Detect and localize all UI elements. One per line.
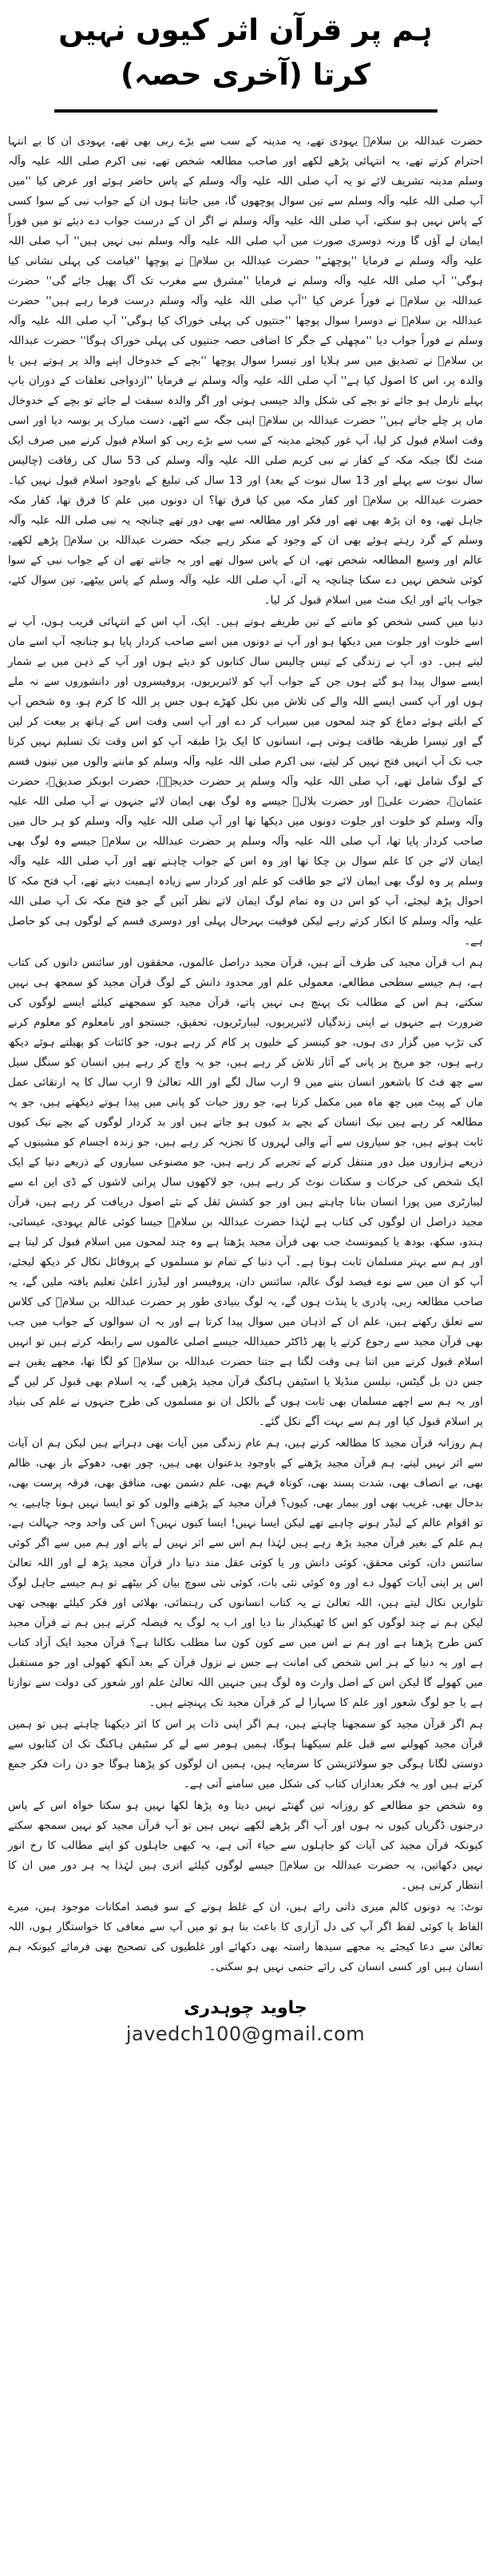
article-note-paragraph: نوٹ: یہ دونوں کالم میری ذاتی رائے ہیں، ان کے غلط ہونے کے سو فیصد امکانات موجود ہیں، میرے الفاظ یا کوئی لفظ اگر آپ کی دل آزاری کا باعث بنا ہو تو میں آپ سے معافی کا خواستگار ہوں، اللہ تعالیٰ سے دعا کیجئے یہ مجھے سیدھا راستہ بھی دکھائے اور غلطیوں کی تصحیح بھی فرمائے کیونکہ ہم انسان ہیں اور کسی انسان کی رائے حتمی نہیں ہو سکتی۔ <box>8 1901 483 1973</box>
author-byline: جاوید چوہدری <box>184 1998 307 2018</box>
headline-divider <box>54 109 438 113</box>
article-body <box>8 132 483 1977</box>
article-paragraph: ہم اگر قرآن مجید کو سمجھنا چاہتے ہیں، ہم اگر اپنی ذات پر اس کا اثر دیکھنا چاہتے ہیں تو ہمیں قرآن مجید کھولنے سے قبل علم سیکھنا ہوگا، ہمیں ہومر سے لے کر سٹیفن ہاکنگ تک ان کتابوں سے دوستی لگانا ہوگی جو سولائزیشن کا سرمایہ ہیں، ہمیں ان لوگوں کو پڑھنا ہوگا جو دن رات فکر جمع کرتے ہیں اور یہ فکر بعدازاں کتاب کی شکل میں سامنے آتی ہے۔ <box>8 1718 483 1791</box>
article-paragraph: دنیا میں کسی شخص کو ماننے کے تین طریقے ہوتے ہیں۔ ایک، آپ اس کے انتہائی قریب ہوں، آپ نے اسے خلوت اور جلوت میں دیکھا ہو اور آپ نے دونوں میں اسے صاحب کردار پایا ہو چنانچہ آپ اسے مان لیتے ہیں۔ دو، آپ نے زندگی کے تیس چالیس سال کتابوں کو دیئے ہوں اور آپ کے ذہن میں بے شمار ایسے سوال پیدا ہو گئے ہوں جن کے جواب آپ کو لائبریریوں، پروفیسروں اور دانشوروں سے نہ ملے ہوں اور آپ کسی ایسے اللہ والے کی تلاش میں نکل کھڑے ہوں جس پر اللہ کا کرم ہو، وہ شخص آپ کے ابلتے ہوئے دماغ کو چند لمحوں میں سیراب کر دے اور آپ اسی وقت اس کے ہاتھ پر بیعت کر لیں گے اور تیسرا طریقہ طاقت ہوتی ہے، انسانوں کا ایک بڑا طبقہ آپ کو اس وقت تک تسلیم نہیں کرتا جب تک آپ انہیں فتح نہیں کر لیتے، نبی اکرم صلی اللہ علیہ وآلہ وسلم کو ماننے والوں میں تینوں قسم کے لوگ شامل تھے، آپ صلی اللہ علیہ وآلہ وسلم پر حضرت خدیجہؓ، حضرت ابوبکر صدیقؓ، حضرت عثمانؓ، حضرت علیؓ اور حضرت بلالؓ جیسے وہ لوگ بھی ایمان لائے جنہوں نے آپ صلی اللہ علیہ وآلہ وسلم کو خلوت اور جلوت دونوں میں دیکھا تھا اور آپ صلی اللہ علیہ وآلہ وسلم کو ہر حال میں صاحب کردار پایا تھا، آپ صلی اللہ علیہ وآلہ وسلم پر حضرت عبداللہ بن سلامؓ جیسے وہ لوگ بھی ایمان لائے جن کا علم سوال بن چکا تھا اور وہ اس کے جواب چاہتے تھے اور آپ صلی اللہ علیہ وآلہ وسلم پر وہ لوگ بھی ایمان لائے جو طاقت کو علم اور کردار سے زیادہ اہمیت دیتے تھے، آپ فتح مکہ کا احوال پڑھ لیجئے، آپ کو اس دن وہ تمام لوگ ایمان لاتے نظر آئیں گے جو فتح مکہ تک آپ صلی اللہ علیہ وآلہ وسلم کا انکار کرتے رہے لیکن فوقیت بہرحال پہلی اور دوسری قسم کے لوگوں ہی کو حاصل ہے۔ <box>8 615 483 948</box>
article-paragraph: حضرت عبداللہ بن سلامؓ یہودی تھے، یہ مدینہ کے سب سے بڑے ربی بھی تھے، یہودی ان کا بے انتہا احترام کرتے تھے، یہ انتہائی پڑھے لکھے اور صاحب مطالعہ شخص تھے، نبی اکرم صلی اللہ علیہ وآلہ وسلم مدینہ تشریف لائے تو یہ آپ صلی اللہ علیہ وآلہ وسلم کے پاس حاضر ہوئے اور عرض کیا ''میں آپ صلی اللہ علیہ وآلہ وسلم سے تین سوال پوچھوں گا، میں جانتا ہوں ان کے جواب نبی کے سوا کسی کے پاس نہیں ہو سکتے، آپ صلی اللہ علیہ وآلہ وسلم نے اگر ان کے درست جواب دے دیئے تو میں فوراً ایمان لے آؤں گا ورنہ دوسری صورت میں آپ صلی اللہ علیہ وآلہ وسلم نبی نہیں ہیں'' آپ صلی اللہ علیہ وآلہ وسلم نے فرمایا ''پوچھئے'' حضرت عبداللہ بن سلامؓ نے پوچھا ''قیامت کی پہلی نشانی کیا ہوگی'' آپ صلی اللہ علیہ وآلہ وسلم نے فرمایا ''مشرق سے مغرب تک آگ پھیل جائے گی'' حضرت عبداللہ بن سلامؓ نے فوراً عرض کیا ''آپ صلی اللہ علیہ وآلہ وسلم درست فرما رہے ہیں'' حضرت عبداللہ بن سلامؓ نے دوسرا سوال پوچھا ''جنتیوں کی پہلی خوراک کیا ہوگی'' آپ صلی اللہ علیہ وآلہ وسلم نے فوراً جواب دیا ''مچھلی کے جگر کا اضافی حصہ جنتیوں کی پہلی خوراک ہوگا'' حضرت عبداللہ بن سلامؓ نے تصدیق میں سر ہلایا اور تیسرا سوال پوچھا ''بچے کے خدوخال اپنے والد پر ہوتے ہیں یا والدہ پر، اس کا اصول کیا ہے'' آپ صلی اللہ علیہ وآلہ وسلم نے فرمایا ''ازدواجی تعلقات کے دوران باپ پہلے نارمل ہو جائے تو بچے کی شکل والد جیسی ہوتی اور اگر والدہ سبقت لے جائے تو بچے کے خدوخال ماں پر چلے جاتے ہیں'' حضرت عبداللہ بن سلامؓ اپنی جگہ سے اٹھے، دست مبارک پر بوسہ دیا اور اسی وقت اسلام قبول کر لیا، آپ غور کیجئے مدینہ کے سب سے بڑے ربی کو اسلام قبول کرنے میں صرف ایک منٹ لگا جبکہ مکہ کے کفار نے نبی کریم صلی اللہ علیہ وآلہ وسلم کی 53 سال کی رفاقت (چالیس سال نبوت سے پہلے اور 13 سال نبوت کے بعد) اور 13 سال کی تبلیغ کے باوجود اسلام قبول نہیں کیا۔ حضرت عبداللہ بن سلامؓ اور کفار مکہ میں کیا فرق تھا؟ ان دونوں میں علم کا فرق تھا، کفار مکہ جاہل تھے، وہ ان پڑھ بھی تھے اور فکر اور مطالعہ سے بھی دور تھے چنانچہ یہ نبی صلی اللہ علیہ وآلہ وسلم کے گرد رہتے ہوئے بھی ان کے وجود کے منکر رہے جبکہ حضرت عبداللہ بن سلامؓ پڑھے لکھے، عالم اور وسیع المطالعہ شخص تھے، ان کے پاس سوال تھے اور یہ جانتے تھے ان کے جواب نبی کے سوا کوئی شخص نہیں دے سکتا چنانچہ یہ آئے، آپ صلی اللہ علیہ وآلہ وسلم کے پاس بیٹھے، تین سوال کئے، جواب پائے اور ایک منٹ میں اسلام قبول کر لیا۔ <box>8 135 484 607</box>
author-email: javedch100@gmail.com <box>125 2023 366 2045</box>
article-paragraph: ہم اب قرآن مجید کی طرف آتے ہیں، قرآن مجید دراصل عالموں، محققوں اور سائنس دانوں کی کتاب ہے، ہم جیسے سطحی مطالعے، معمولی علم اور محدود دانش کے لوگ قرآن مجید کو سمجھ ہی نہیں سکتے، ہم اس کے مطالب تک پہنچ ہی نہیں پاتے، قرآن مجید کو سمجھنے کیلئے ایسے لوگوں کی ضرورت ہے جنہوں نے اپنی زندگیاں لائبریریوں، لیبارٹریوں، تحقیق، جستجو اور نامعلوم کو معلوم کرنے کی تڑپ میں گزار دی ہوں، جو کینسر کے خلیوں پر کام کر رہے ہوں، جو کائنات کو پھیلتے ہوئے دیکھ رہے ہوں، جو مریخ پر پانی کے آثار تلاش کر رہے ہیں، جو یہ واچ کر رہے ہیں انسان کو سنگل سیل سے چھ فٹ کا باشعور انسان بننے میں 9 ارب سال لگے اور اللہ تعالیٰ 9 ارب سال کا یہ ارتقائی عمل ماں کے پیٹ میں چھ ماہ میں مکمل کرتا ہے، جو روز حیات کو پانی میں پیدا ہوتے دیکھتے ہیں، جو یہ مطالعہ کر رہے ہیں نیک انسان کے بچے بد کیوں ہو جاتے ہیں اور بد کردار لوگوں کے بچے نیک کیوں ثابت ہوتے ہیں، جو سیاروں سے آنے والی لہروں کا تجزیہ کر رہے ہیں، جو زندہ اجسام کو مشینوں کے ذریعے ہزاروں میل دور منتقل کرنے کے تجربے کر رہے ہیں، جو مصنوعی سیاروں کے ذریعے دنیا کے ایک ایک شخص کی حرکات و سکنات نوٹ کر رہے ہیں، جو لاکھوں سال پرانی لاشوں کے ڈی این اے سے لیبارٹری میں پورا انسان بنانا چاہتے ہیں اور جو کشش ثقل کے نئے اصول دریافت کر رہے ہیں، قرآن مجید دراصل ان لوگوں کی کتاب ہے لہٰذا حضرت عبداللہ بن سلامؓ جیسا کوئی عالم یہودی، عیسائی، ہندو، سکھ، بودھ یا کیمونسٹ جب بھی قرآن مجید پڑھتا ہے وہ چند لمحوں میں اسلام قبول کر لیتا ہے اور ہم سے بہتر مسلمان ثابت ہوتا ہے۔ آپ دنیا کے تمام نو مسلموں کے پروفائل نکال کر دیکھ لیجئے، آپ کو ان میں سے نوے فیصد لوگ عالم، سائنس دان، پروفیسر اور لیڈرز اعلیٰ تعلیم یافتہ ملیں گے، یہ صاحب مطالعہ ربی، پادری یا پنڈت ہوں گے، یہ لوگ بنیادی طور پر حضرت عبداللہ بن سلامؓ کی کلاس سے تعلق رکھتے ہیں، علم ان کے اذہان میں سوال پیدا کرتا ہے اور یہ ان سوالوں کے جواب میں جب بھی قرآن مجید سے رجوع کرتے یا پھر ڈاکٹر حمیداللہ جیسے اصلی عالموں سے رابطہ کرتے ہیں تو انہیں اسلام قبول کرنے میں اتنا ہی وقت لگتا ہے جتنا حضرت عبداللہ بن سلامؓ کو لگا تھا، مجھے یقین ہے جس دن بل گیٹس، نیلسن منڈیلا یا اسٹیفن ہاکنگ قرآن مجید پڑھیں گے، یہ اسلام بھی قبول کر لیں گے اور یہ ہم سے اچھے مسلمان بھی ثابت ہوں گے بالکل ان نو مسلموں کی طرح جنہوں نے علم کی بنیاد پر اسلام قبول کیا اور ہم سے بہت آگے نکل گئے۔ <box>8 956 484 1428</box>
article-paragraph: ہم روزانہ قرآن مجید کا مطالعہ کرتے ہیں، ہم عام زندگی میں آیات بھی دہراتے ہیں لیکن ہم ان آیات سے اثر نہیں لیتے، ہم قرآن مجید پڑھنے کے باوجود بدعنوان بھی ہیں، چور بھی، دھوکے باز بھی، ظالم بھی، بے انصاف بھی، شدت پسند بھی، کوتاہ فہم بھی، علم دشمن بھی، منافق بھی، فرقہ پرست بھی، بدحال بھی، غریب بھی اور بیمار بھی، کیوں؟ قرآن مجید کے پڑھنے والوں کو تو ایسا نہیں ہونا چاہیے، یہ تو اقوام عالم کے لیڈر ہونے چاہیے تھے لیکن ایسا نہیں! ایسا کیوں نہیں؟ اس کی واحد وجہ جہالت ہے، ہم علم کے بغیر قرآن مجید پڑھ رہے ہیں لہٰذا ہم اس سے اثر نہیں لے پاتے اور ہم میں سے اگر کوئی سائنس دان، کوئی محقق، کوئی دانش ور یا کوئی عقل مند دنیا دار قرآن مجید پڑھ لے اور اللہ تعالیٰ اس پر اپنی آیات کھول دے اور وہ کوئی نئی بات، کوئی نئی سوچ بیان کر بیٹھے تو ہم جیسے جاہل لوگ تلواریں نکال لیتے ہیں، اللہ تعالیٰ نے یہ کتاب انسانوں کی رہنمائی، بھلائی اور فکر کیلئے بھیجی تھی لیکن ہم نے چند لوگوں کو اس کا ٹھیکیدار بنا دیا اور اب یہ لوگ یہ فیصلہ کرتے ہیں ہم نے قرآن مجید کس طرح پڑھنا ہے اور ہم نے اس میں سے کون کون سا مطلب نکالنا ہے؟ قرآن مجید ایک آزاد کتاب ہے اور یہ دنیا کے ہر اس شخص کی امانت ہے جس نے نزول قرآن کے بعد آنکھ کھولی اور جو مستقبل میں کھولے گا لیکن اس کے اصل وارث وہ لوگ ہیں جنہیں اللہ تعالیٰ علم اور شعور کی دولت سے نوازتا ہے یا جو لوگ شعور اور علم کا سہارا لے کر قرآن مجید تک پہنچتے ہیں۔ <box>8 1437 483 1709</box>
article-paragraph: وہ شخص جو مطالعے کو روزانہ تین گھنٹے نہیں دیتا وہ پڑھا لکھا نہیں ہو سکتا خواہ اس کے پاس درجنوں ڈگریاں کیوں نہ ہوں اور آپ اگر پڑھے لکھے نہیں ہیں تو آپ قرآن مجید کو نہیں سمجھ سکتے کیونکہ قرآن مجید کی آیات کو جاہلوں سے حیاء آتی ہے، یہ کبھی جاہلوں کو اپنے مطالب کا رخ انور نہیں دکھاتیں، یہ حضرت عبداللہ بن سلامؓ جیسے لوگوں کیلئے اتری ہیں لہٰذا یہ ہر دور میں ان کا انتظار کرتی ہیں۔ <box>8 1799 483 1892</box>
article-title: ہم پر قرآن اثر کیوں نہیں کرتا (آخری حصہ) <box>58 13 433 92</box>
